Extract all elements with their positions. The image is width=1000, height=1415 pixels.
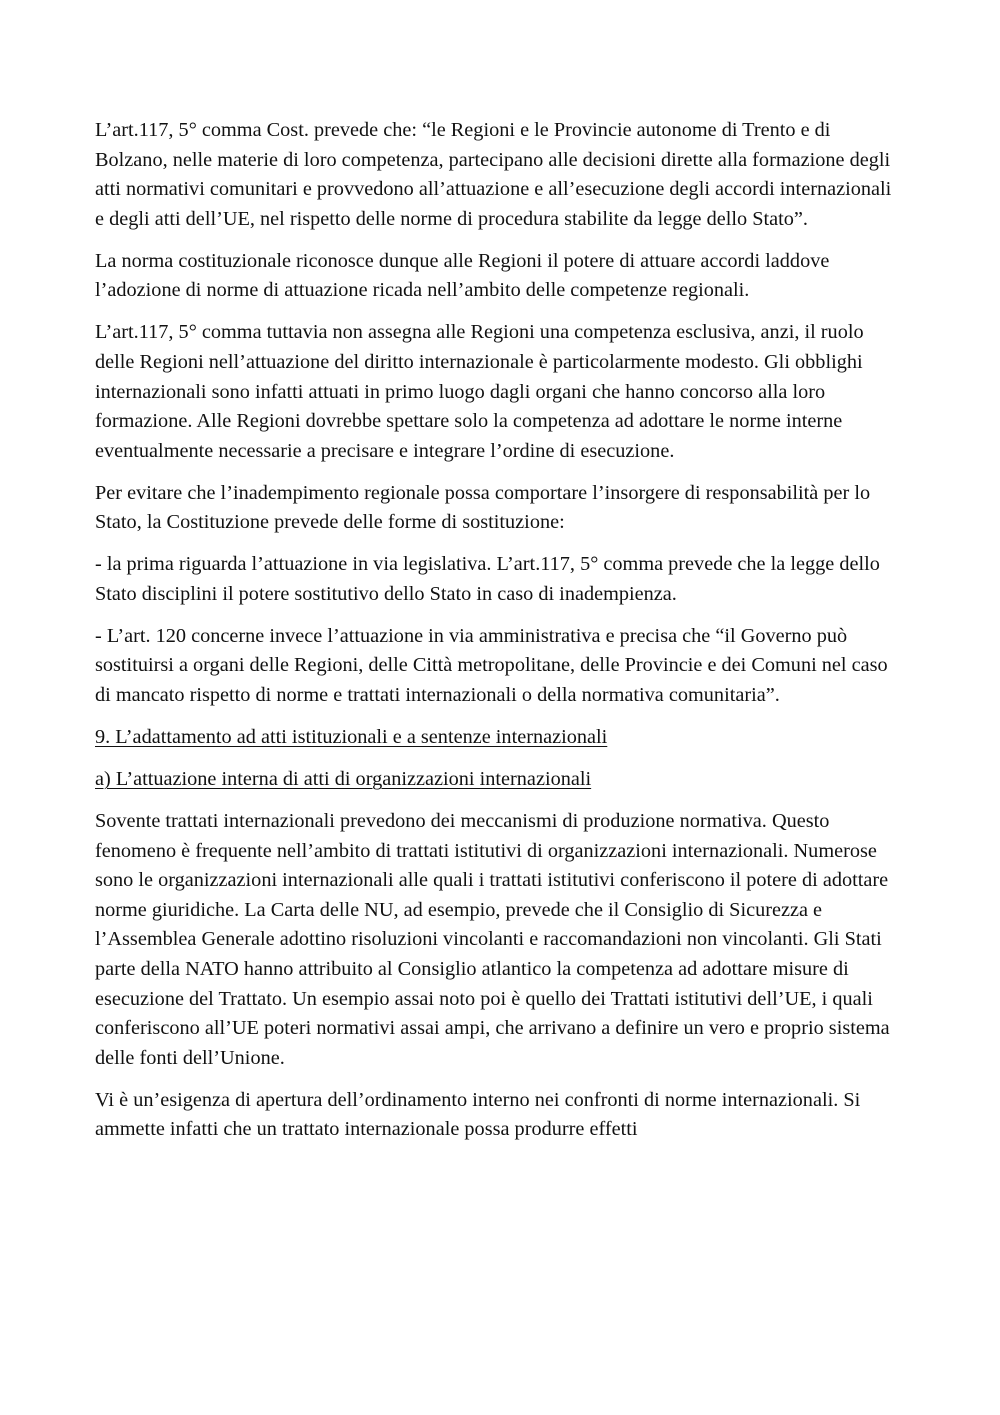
paragraph-regional-role: L’art.117, 5° comma tuttavia non assegna alle Regioni una competenza esclusiva, anzi, il ruolo delle Regioni nell’attuazione del diritto internazionale è particolarmente modesto. Gli obblighi internazionali sono infatti attuati in primo luogo dagli organi che hanno concorso alla loro formazione. Alle Regioni dovrebbe spettare solo la competenza ad adottare le norme interne eventualmente necessarie a precisare e integrare l’ordine di esecuzione. bbox=[95, 321, 864, 462]
paragraph-art117-quote: L’art.117, 5° comma Cost. prevede che: “le Regioni e le Provincie autonome di Trento e di Bolzano, nelle materie di loro competenza, partecipano alle decisioni dirette alla formazione degli atti normativi comunitari e provvedono all’attuazione e all’esecuzione degli accordi internazionali e degli atti dell’UE, nel rispetto delle norme di procedura stabilite da legge dello Stato”. bbox=[95, 119, 892, 230]
subsection-heading: a) L’attuazione interna di atti di organizzazioni internazionali bbox=[95, 768, 592, 791]
paragraph-administrative-substitution: - L’art. 120 concerne invece l’attuazione in via amministrativa e precisa che “il Governo può sostituirsi a organi delle Regioni, delle Città metropolitane, delle Provincie e dei Comuni nel caso di mancato rispetto di norme e trattati internazionali o della normativa comunitaria”. bbox=[95, 624, 888, 707]
document-page bbox=[95, 116, 905, 1157]
paragraph-substitution-intro: Per evitare che l’inadempimento regionale possa comportare l’insorgere di responsabilità per lo Stato, la Costituzione prevede delle forme di sostituzione: bbox=[95, 481, 871, 534]
section-heading: 9. L’adattamento ad atti istituzionali e a sentenze internazionali bbox=[95, 726, 608, 749]
paragraph-internal-opening: Vi è un’esigenza di apertura dell’ordinamento interno nei confronti di norme internazionali. Si ammette infatti che un trattato internazionale possa produrre effetti bbox=[95, 1088, 861, 1141]
paragraph-international-organizations: Sovente trattati internazionali prevedono dei meccanismi di produzione normativa. Questo fenomeno è frequente nell’ambito di trattati istitutivi di organizzazioni internazionali. Numerose sono le organizzazioni internazionali alle quali i trattati istitutivi conferiscono il potere di adottare norme giuridiche. La Carta delle NU, ad esempio, prevede che il Consiglio di Sicurezza e l’Assemblea Generale adottino risoluzioni vincolanti e raccomandazioni non vincolanti. Gli Stati parte della NATO hanno attribuito al Consiglio atlantico la competenza ad adottare misure di esecuzione del Trattato. Un esempio assai noto poi è quello dei Trattati istitutivi dell’UE, i quali conferiscono all’UE poteri normativi assai ampi, che arrivano a definire un vero e proprio sistema delle fonti dell’Unione. bbox=[95, 810, 890, 1069]
paragraph-regional-power: La norma costituzionale riconosce dunque alle Regioni il potere di attuare accordi laddove l’adozione di norme di attuazione ricada nell’ambito delle competenze regionali. bbox=[95, 249, 830, 302]
paragraph-legislative-substitution: - la prima riguarda l’attuazione in via legislativa. L’art.117, 5° comma prevede che la legge dello Stato disciplini il potere sostitutivo dello Stato in caso di inadempienza. bbox=[95, 553, 880, 605]
